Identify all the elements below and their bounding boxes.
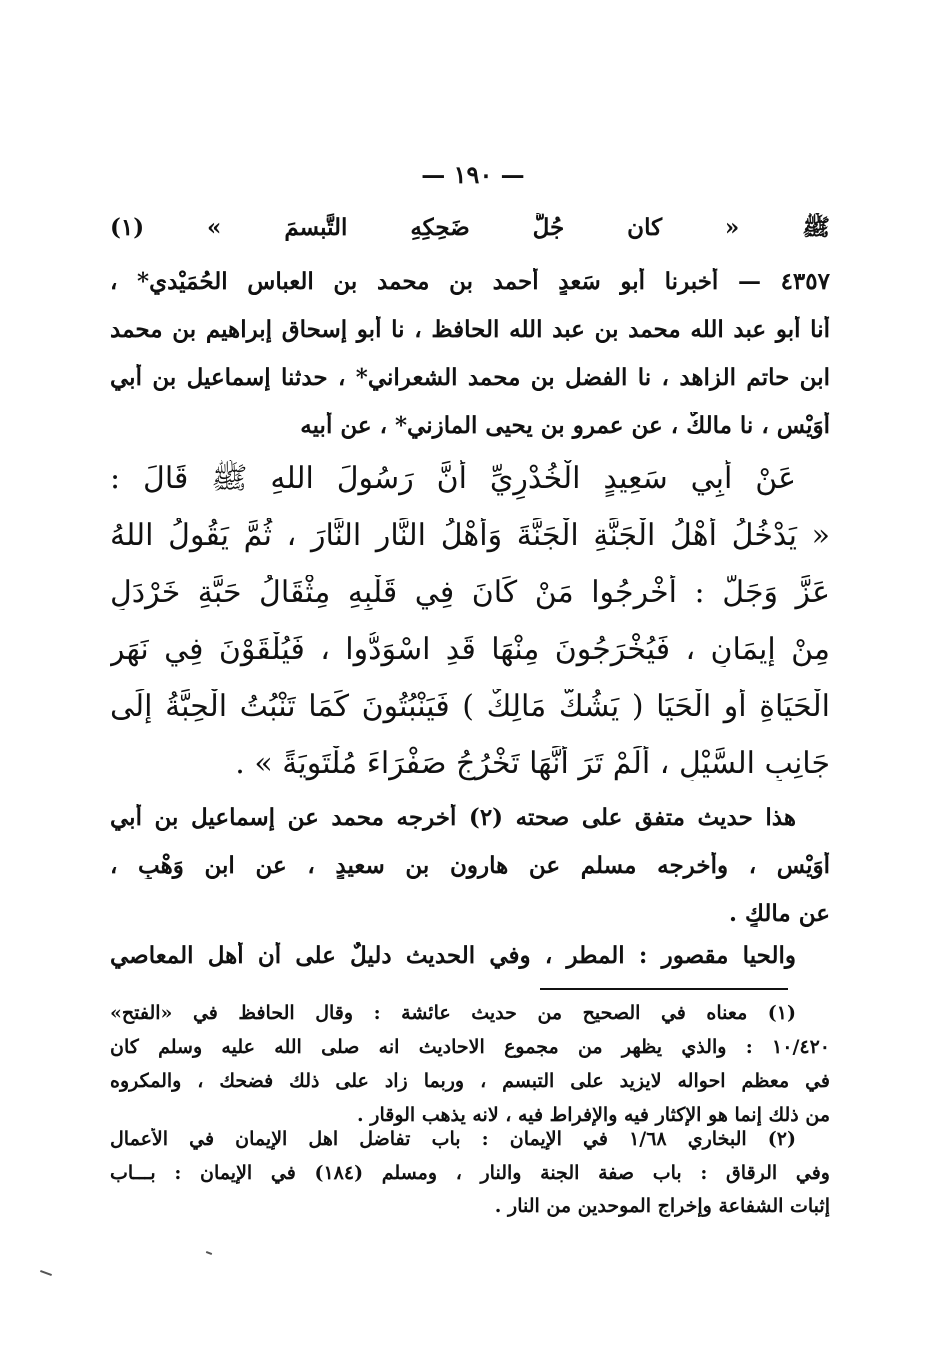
- page-number: — ١٩٠ —: [421, 160, 525, 189]
- text-line: والحيا مقصور : المطر ، وفي الحديث دليلٌ على أن أهل المعاصي: [110, 942, 796, 969]
- footnote-line: وفي الرقاق : باب صفة الجنة والنار ، ومسلم (١٨٤) في الإيمان : بـــاب: [110, 1162, 830, 1184]
- footnote-line: إثبات الشفاعة وإخراج الموحدين من النار .: [494, 1195, 830, 1217]
- hadith-line: الْحَيَاةِ أَوِ الْحَيَا ( يَشُكُّ مَالِكٌ ) فَيَنْبُتُونَ كَمَا تَنْبُتُ الْحِبَّةُ إِلَى: [110, 689, 830, 724]
- scan-speck: [40, 1270, 52, 1276]
- footnote-line: (٢) البخاري ١/٦٨ في الإيمان : باب تفاضل اهل الإيمان في الأعمال: [110, 1128, 796, 1150]
- text-line: ﷺ « كان جُلُّ ضَحِكِهِ التَّبسمَ » (١): [110, 214, 830, 241]
- text-line: هذا حديث متفق على صحته (٢) أخرجه محمد عن إسماعيل بن أبي: [110, 804, 796, 831]
- text-line: أُوَيْس ، نا مالكٌ ، عن عمرو بن يحيى المازني* ، عن أبيه: [300, 412, 830, 439]
- footnote-line: في معظم احواله لايزيد على التبسم ، وربما زاد على ذلك فضحك ، والمكروه: [110, 1070, 830, 1092]
- hadith-line: « يَدْخُلُ أَهْلُ الْجَنَّةِ الْجَنَّةَ وَأَهْلُ النَّارِ النَّارَ ، ثُمَّ يَقُولُ اللهُ: [110, 518, 830, 553]
- text-line: ٤٣٥٧ — أخبرنا أبو سَعدٍ أحمد بن محمد بن العباس الحُمَيْدي* ،: [110, 268, 830, 295]
- hadith-line: عَنْ أَبِي سَعِيدٍ الْخُدْرِيِّ أَنَّ رَسُولَ اللهِ ﷺ قَالَ :: [110, 461, 796, 496]
- hadith-line: عَزَّ وَجَلَّ : أَخْرِجُوا مَنْ كَانَ فِي قَلْبِهِ مِثْقَالُ حَبَّةِ خَرْدَلٍ: [110, 575, 830, 610]
- hadith-line: مِنْ إِيمَانٍ ، فَيُخْرَجُونَ مِنْهَا قَدِ اسْوَدُّوا ، فَيُلْقَوْنَ فِي نَهَرِ: [110, 632, 830, 667]
- text-line: عن مالكٍ .: [729, 900, 830, 927]
- footnote-line: من ذلك إنما هو الإكثار فيه والإفراط فيه ، لانه يذهب الوقار .: [357, 1104, 830, 1126]
- footnote-separator: [540, 988, 788, 990]
- footnote-line: (١) معناه في الصحيح من حديث عائشة : وقال الحافظ في «الفتح»: [110, 1002, 796, 1024]
- hadith-line: جَانِبِ السَّيْلِ ، أَلَمْ تَرَ أَنَّهَا تَخْرُجُ صَفْرَاءَ مُلْتَوِيَةً » .: [235, 746, 830, 781]
- scan-speck: [206, 1251, 212, 1255]
- text-line: ابن حاتم الزاهد ، نا الفضل بن محمد الشعراني* ، حدثنا إسماعيل بن أبي: [110, 364, 830, 391]
- footnote-line: ١٠/٤٢٠ : والذي يظهر من مجموع الاحاديث انه صلى الله عليه وسلم كان: [110, 1036, 830, 1058]
- text-line: أُوَيْس ، وأخرجه مسلم عن هارون بن سعيدٍ ، عن ابن وَهْبٍ ،: [110, 852, 830, 879]
- text-line: أنا أبو عبد الله محمد بن عبد الله الحافظ ، نا أبو إسحاق إبراهيم بن محمد: [110, 316, 830, 343]
